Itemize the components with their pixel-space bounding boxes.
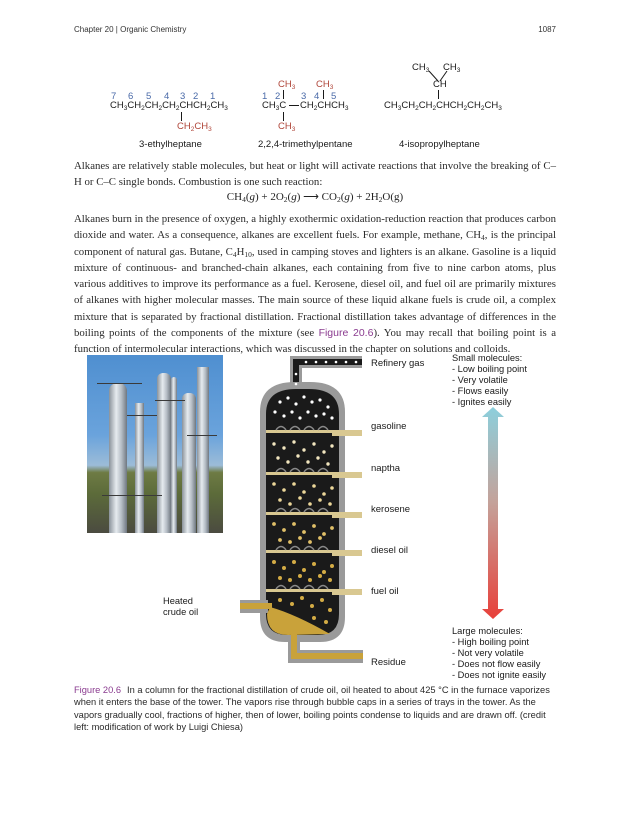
main-chain-right: $CH_2CHCH_3$ xyxy=(300,100,349,112)
tower-diagram xyxy=(240,352,370,672)
ethyl-substituent: $CH_2CH_3$ xyxy=(177,121,212,133)
ch-branch: CH xyxy=(433,79,447,90)
label-line: crude oil xyxy=(163,607,199,617)
carbon-number: 3 xyxy=(180,91,186,102)
structure-name: 2,2,4-trimethylpentane xyxy=(258,139,353,150)
carbon-number: 4 xyxy=(164,91,170,102)
text: ). You may recall that boiling point is a function of intermolecular interactions, which was discussed in the chapter on solutions and colloids. xyxy=(74,327,556,356)
bond-line xyxy=(323,90,324,99)
list-item: - Very volatile xyxy=(452,375,508,385)
carbon-number: 4 xyxy=(314,91,320,102)
structure-name: 4-isopropylheptane xyxy=(399,139,480,150)
label-line: Heated xyxy=(163,596,193,606)
subscript: 4 xyxy=(232,249,237,259)
list-item: - Does not flow easily xyxy=(452,659,541,669)
list-item: - Does not ignite easily xyxy=(452,670,547,680)
text: , used in camping stoves and lighters is an alkane. Gasoline is a liquid mixture of continuous- and branched-chain alkanes, each containing from five to nine carbon atoms, plus various additives to improve its performance as a fuel. Kerosene, diesel oil, and fuel oil are primarily mixtures of alkanes with higher molecular masses. The main source of these liquid alkane fuels is crude oil, a complex mixture that is separated by fractional distillation. Fractional distillation takes advantage of differences in the boiling points of the components of the mixture (see xyxy=(74,245,556,340)
refinery-photo xyxy=(87,355,223,533)
figure-caption xyxy=(74,684,556,733)
figure-label: Figure 20.6 xyxy=(74,685,122,695)
methyl-group: $CH_3$ xyxy=(412,62,430,74)
bond-line xyxy=(283,90,284,99)
label-naptha: naptha xyxy=(371,463,401,474)
text: , is the principal component of natural gas. Butane, C xyxy=(74,229,556,258)
paragraph-1: Alkanes are relatively stable molecules, but heat or light will activate reactions that involve the breaking of C–H or C–C single bonds. Combustion is one such reaction: xyxy=(74,160,556,189)
list-item: - Low boiling point xyxy=(452,364,527,374)
subscript: 4 xyxy=(481,233,485,243)
distillation-tower xyxy=(240,352,425,672)
label-heated-crude-oil xyxy=(163,596,198,618)
subscript: 10 xyxy=(244,249,252,259)
list-item: - High boiling point xyxy=(452,637,530,647)
caption-text: In a column for the fractional distillation of crude oil, oil heated to about 425 °C in the furnace vaporizes when it enters the base of the tower. The vapors rise through bubble caps in a series of trays in the tower. As the vapors gradually cool, fractions of higher, then of lower, boiling points condense to liquids and are drawn off. (credit left: modification of work by Luigi Chiesa) xyxy=(74,685,550,732)
figure-link[interactable]: Figure 20.6 xyxy=(318,327,374,340)
carbon-number: 2 xyxy=(275,91,281,102)
double-arrow-icon xyxy=(482,407,504,619)
carbon-number: 1 xyxy=(262,91,268,102)
text: H xyxy=(236,245,245,258)
small-molecules-list xyxy=(452,353,527,408)
main-chain-left: $CH_3C$ xyxy=(262,100,287,112)
methyl-substituent: $CH_3$ xyxy=(316,79,334,91)
main-chain: $CH_3CH_2CH_2CHCH_2CH_2CH_3$ xyxy=(384,100,502,112)
paragraph-2 xyxy=(74,211,556,358)
structure-name: 3-ethylheptane xyxy=(139,139,202,150)
list-title: Small molecules: xyxy=(452,353,523,363)
carbon-number: 6 xyxy=(128,91,134,102)
bond-line xyxy=(438,90,439,99)
label-refinery-gas: Refinery gas xyxy=(371,358,425,369)
carbon-number: 3 xyxy=(301,91,307,102)
carbon-number: 1 xyxy=(210,91,216,102)
methyl-group: $CH_3$ xyxy=(443,62,461,74)
bond-line xyxy=(181,112,182,121)
page-number: 1087 xyxy=(538,25,556,34)
list-item: - Not very volatile xyxy=(452,648,524,658)
carbon-number: 2 xyxy=(193,91,199,102)
combustion-equation: $CH_4(g) + 2O_2(g)$ ⟶ $CO_2(g) + 2H_2O(g)$ xyxy=(226,191,404,204)
methyl-substituent: $CH_3$ xyxy=(278,79,296,91)
label-gasoline: gasoline xyxy=(371,421,407,432)
text: Alkanes burn in the presence of oxygen, a highly exothermic oxidation-reduction reaction that produces carbon dioxide and water. As a consequence, alkanes are excellent fuels. For example, methane, CH xyxy=(74,213,556,242)
large-molecules-list xyxy=(452,626,546,681)
main-chain: $CH_3CH_2CH_2CH_2CHCH_2CH_3$ xyxy=(110,100,228,112)
bond-line xyxy=(283,112,284,121)
label-residue: Residue xyxy=(371,657,406,668)
bond-line xyxy=(289,105,299,106)
methyl-substituent: $CH_3$ xyxy=(278,121,296,133)
carbon-number: 5 xyxy=(331,91,337,102)
label-diesel-oil: diesel oil xyxy=(371,545,408,556)
list-item: - Ignites easily xyxy=(452,397,512,407)
chapter-header: Chapter 20 | Organic Chemistry xyxy=(74,25,187,34)
list-title: Large molecules: xyxy=(452,626,523,636)
list-item: - Flows easily xyxy=(452,386,509,396)
carbon-number: 7 xyxy=(111,91,117,102)
label-fuel-oil: fuel oil xyxy=(371,586,399,597)
carbon-number: 5 xyxy=(146,91,152,102)
label-kerosene: kerosene xyxy=(371,504,411,515)
